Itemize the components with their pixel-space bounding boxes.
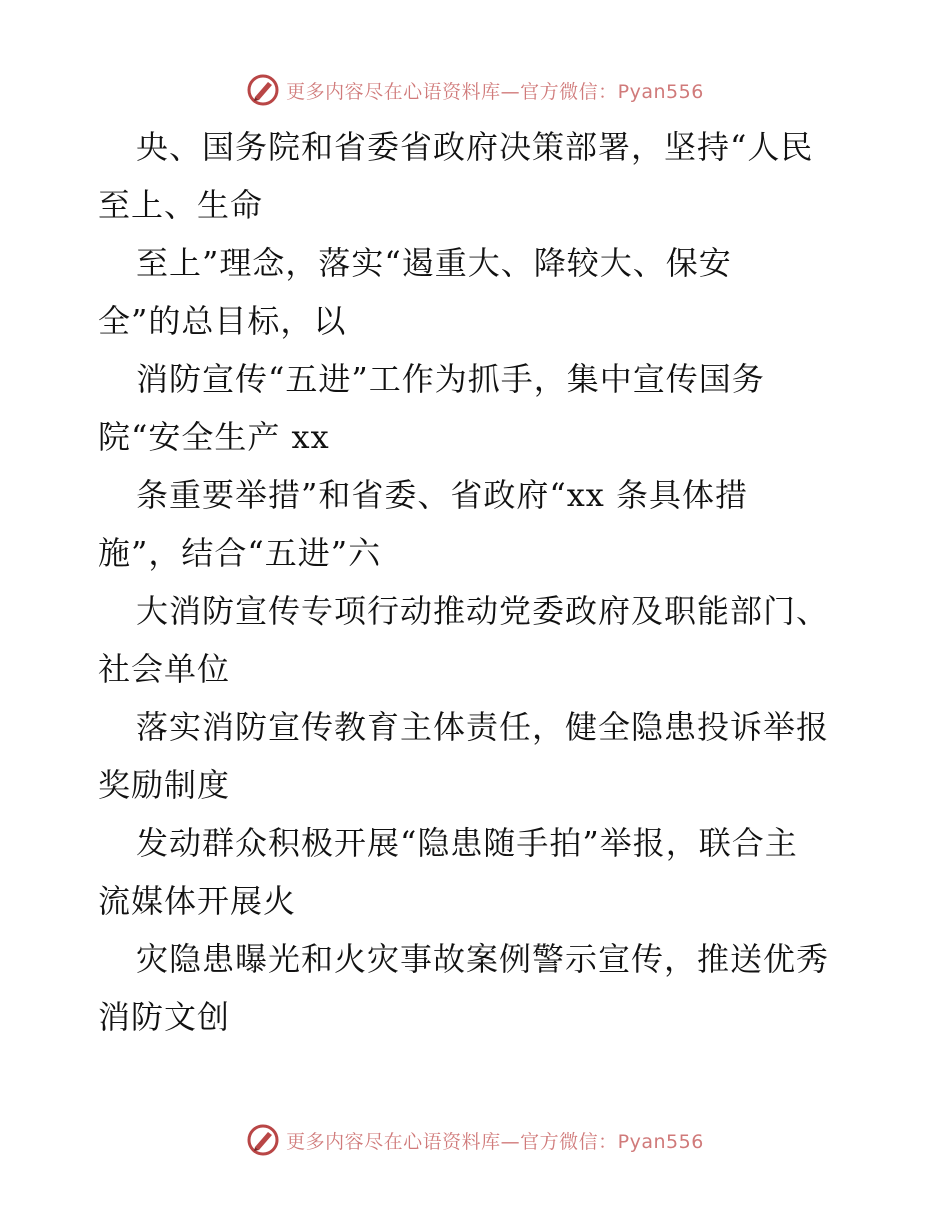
paragraph (98, 930, 858, 1046)
paragraph-line: 灾隐患曝光和火灾事故案例警示宣传，推送优秀 (136, 940, 830, 978)
paragraph (98, 350, 858, 466)
paragraph-line: 院“安全生产 xx (98, 418, 330, 456)
pen-logo-icon (246, 1123, 280, 1157)
paragraph (98, 814, 858, 930)
paragraph-line: 央、国务院和省委省政府决策部署，坚持“人民 (136, 128, 814, 166)
paragraph (98, 698, 858, 814)
paragraph-line: 条重要举措”和省委、省政府“xx 条具体措 (136, 476, 748, 514)
paragraph (98, 466, 858, 582)
watermark-text: 更多内容尽在心语资料库—官方微信：Pyan556 (286, 1130, 704, 1153)
paragraph-line: 全”的总目标，以 (98, 302, 347, 340)
paragraph (98, 234, 858, 350)
paragraph-line: 落实消防宣传教育主体责任，健全隐患投诉举报 (136, 708, 830, 746)
paragraph-line: 消防文创 (98, 998, 231, 1036)
paragraph-line: 消防宣传“五进”工作为抓手，集中宣传国务 (136, 360, 765, 398)
paragraph-line: 发动群众积极开展“隐患随手拍”举报，联合主 (136, 824, 798, 862)
document-body (98, 118, 858, 1046)
paragraph-line: 奖励制度 (98, 766, 231, 804)
pen-logo-icon (246, 73, 280, 107)
watermark-text: 更多内容尽在心语资料库—官方微信：Pyan556 (286, 80, 704, 103)
paragraph (98, 582, 858, 698)
paragraph-line: 大消防宣传专项行动推动党委政府及职能部门、 (136, 592, 830, 630)
paragraph-line: 至上”理念，落实“遏重大、降较大、保安 (136, 244, 732, 282)
paragraph-line: 至上、生命 (98, 186, 264, 224)
paragraph-line: 施”，结合“五进”六 (98, 534, 382, 572)
paragraph-line: 社会单位 (98, 650, 231, 688)
paragraph (98, 118, 858, 234)
header-watermark (0, 70, 950, 110)
paragraph-line: 流媒体开展火 (98, 882, 297, 920)
footer-watermark (0, 1120, 950, 1160)
